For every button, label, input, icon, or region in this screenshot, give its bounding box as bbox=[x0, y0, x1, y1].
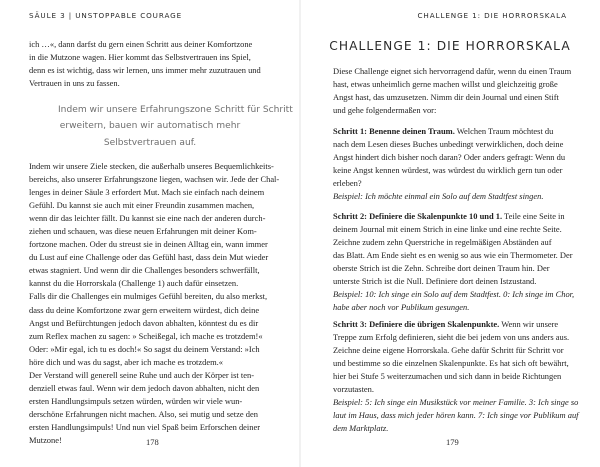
example-line: Beispiel: Ich möchte einmal ein Solo auf dem Stadtfest singen. bbox=[333, 191, 544, 202]
pull-quote bbox=[58, 102, 293, 151]
quote-line: Indem wir unsere Erfahrungszone Schritt für Schritt bbox=[58, 105, 293, 115]
text-line: in die Mutzone wagen. Hier kommt das Selbstvertrauen ins Spiel, bbox=[29, 52, 251, 63]
text-line: Falls dir die Challenges ein mulmiges Gefühl bereiten, du also merkst, bbox=[29, 291, 268, 302]
text-line: und bestimme so die einzelnen Skalenpunkte. Es hat sich oft bewährt, bbox=[333, 358, 569, 369]
text-line: denn es ist wichtig, dass wir lernen, uns immer mehr zuzutrauen und bbox=[29, 65, 261, 76]
text-line: ersten Handlungsimpuls! Und nun viel Spaß beim Erforschen deiner bbox=[29, 421, 261, 432]
quote-line: Selbstvertrauen auf. bbox=[103, 137, 197, 148]
text-line: hier bei Stufe 5 weiterzumachen und sich dann in beide Richtungen bbox=[333, 371, 562, 382]
text-line: ziehen und schauen, was diese neuen Erfahrungen mit deiner Kom- bbox=[29, 226, 257, 237]
text-line: Schritt 1: Benenne deinen Traum. Welchen Traum möchtest du bbox=[333, 126, 554, 136]
text-line: und gehe folgendermaßen vor: bbox=[333, 105, 437, 116]
text-line: hast, etwas unheimlich gerne machen willst und gleichzeitig große bbox=[333, 79, 558, 90]
text-line: Angst hast, das umzusetzen. Nimm dir dein Journal und einen Stift bbox=[333, 92, 559, 103]
step-1 bbox=[333, 125, 578, 203]
text-line: höre dich und was du sagst, aber ich mache es trotzdem.« bbox=[29, 356, 224, 367]
text-line: nach dem Lesen dieses Buches unbedingt verwirklichen, doch deine bbox=[333, 139, 564, 150]
text-line: ersten Handlungsimpuls setzen würden, würden wir viele wun- bbox=[29, 395, 243, 406]
text-line: Indem wir unsere Ziele stecken, die außerhalb unseres Bequemlichkeits- bbox=[29, 161, 274, 171]
paragraph-intro-right bbox=[333, 65, 578, 117]
text-line: Angst hindert dich bisher noch daran? Oder anders gefragt: Wenn du bbox=[333, 152, 566, 163]
text-line: Vertrauen in uns zu fassen. bbox=[29, 78, 120, 89]
example-line: laut im Haus, dass mich jeder hören kann. 7: Ich singe vor Publikum auf bbox=[333, 410, 579, 421]
text-line: kannst du die Horrorskala (Challenge 1) auch dafür einsetzen. bbox=[29, 278, 239, 289]
text-line: bereichs, also unserer Erfahrungszone liegen, wachsen wir. Jede der Chal- bbox=[29, 174, 280, 185]
running-head-left: SÄULE 3 | UNSTOPPABLE COURAGE bbox=[29, 11, 183, 20]
paragraph-main bbox=[29, 160, 280, 447]
text-line: Zeichne deine eigene Horrorskala. Gehe dafür Schritt für Schritt vor bbox=[333, 345, 564, 356]
text-line: etwas stagniert. Und wenn dir die Challenges besonders schwerfällt, bbox=[29, 265, 260, 276]
text-line: Diese Challenge eignet sich hervorragend dafür, wenn du einen Traum bbox=[333, 66, 572, 76]
text-line: Mutzone! bbox=[29, 434, 62, 445]
text-line: Oder: »Mir egal, ich tu es doch!« So sagst du deinem Verstand: »Ich bbox=[29, 343, 260, 354]
text-line: Gefühl. Du kannst sie auch mit einer Freundin zusammen machen, bbox=[29, 200, 255, 211]
text-line: das Blatt. Am Ende sieht es en wenig so aus wie ein Thermometer. Der bbox=[333, 250, 573, 261]
running-head-right: CHALLENGE 1: DIE HORRORSKALA bbox=[417, 11, 567, 20]
example-line: Beispiel: 10: Ich singe ein Solo auf dem Stadtfest. 0: Ich singe im Chor, bbox=[333, 289, 575, 300]
chapter-title: CHALLENGE 1: DIE HORRORSKALA bbox=[329, 39, 571, 53]
example-line: habe aber noch vor Publikum gesungen. bbox=[333, 302, 470, 313]
text-line: du Lust auf eine Challenge oder das Gefühl hast, dass dein Mut wieder bbox=[29, 252, 269, 263]
text-line: wenn dir das leichter fällt. Du kannst sie eine nach der anderen durch- bbox=[29, 213, 266, 224]
paragraph-intro bbox=[29, 38, 277, 90]
step-heading: Schritt 1: Benenne deinen Traum. bbox=[333, 126, 455, 136]
text-line: zum Reflex machen zu sagen: » Scheißegal, ich mache es trotzdem!« bbox=[29, 330, 263, 341]
text-line: Angst und Befürchtungen jedoch davon abhalten, könntest du es dir bbox=[29, 317, 259, 328]
text-line: oberste Strich ist die Zehn. Schreibe dort deinen Traum hin. Der bbox=[333, 263, 550, 274]
example-line: Beispiel: 5: Ich singe ein Musikstück vor meiner Familie. 3: Ich singe so bbox=[333, 397, 579, 408]
step-heading: Schritt 2: Definiere die Skalenpunkte 10 und 1. bbox=[333, 211, 503, 221]
text-line: fortzone machen. Oder du streust sie in deinen Alltag ein, wann immer bbox=[29, 239, 268, 250]
right-page bbox=[300, 0, 600, 467]
text-line: derschöne Erfahrungen nicht machen. Also, sei mutig und setze den bbox=[29, 408, 258, 419]
step-3 bbox=[333, 318, 578, 435]
text-line: unterste Strich ist die Null. Definiere dort deinen Istzustand. bbox=[333, 276, 537, 287]
page-number-left: 178 bbox=[146, 437, 159, 447]
text-line: Treppe zum Erfolg definieren, sieht die bei jedem von uns anders aus. bbox=[333, 332, 570, 343]
step-2 bbox=[333, 210, 578, 314]
text-line: keine Angst kennen würdest, was würdest du wirklich gern tun oder bbox=[333, 165, 563, 176]
quote-line: erweitern, bauen wir automatisch mehr bbox=[59, 121, 241, 132]
text-line: denziell etwas faul. Wenn wir dem jedoch davon abhalten, nicht den bbox=[29, 382, 260, 393]
text-line: vorzutasten. bbox=[333, 384, 375, 395]
text-line: dass du deine Komfortzone zwar gern erweitern würdest, dich deine bbox=[29, 304, 260, 315]
text-line: lenges in deiner Säule 3 erfordert Mut. Mach sie einfach nach deinem bbox=[29, 187, 265, 198]
step-heading: Schritt 3: Definiere die übrigen Skalenpunkte. bbox=[333, 319, 500, 329]
text-line: deinem Journal mit einem Strich in eine linke und eine rechte Seite. bbox=[333, 224, 562, 235]
example-line: dem Marktplatz. bbox=[333, 423, 389, 434]
text-line: Zeichne zudem zehn Querstriche in regelmäßigen Abständen auf bbox=[333, 237, 552, 248]
text-line: Schritt 2: Definiere die Skalenpunkte 10 und 1. Teile eine Seite in bbox=[333, 211, 565, 221]
text-line: ich …«, dann darfst du gern einen Schritt aus deiner Komfortzone bbox=[29, 39, 253, 49]
text-line: Der Verstand will generell seine Ruhe und auch der Körper ist ten- bbox=[29, 369, 255, 380]
page-number-right: 179 bbox=[446, 437, 459, 447]
text-line: Schritt 3: Definiere die übrigen Skalenpunkte. Wenn wir unsere bbox=[333, 319, 559, 329]
text-line: erleben? bbox=[333, 178, 362, 189]
